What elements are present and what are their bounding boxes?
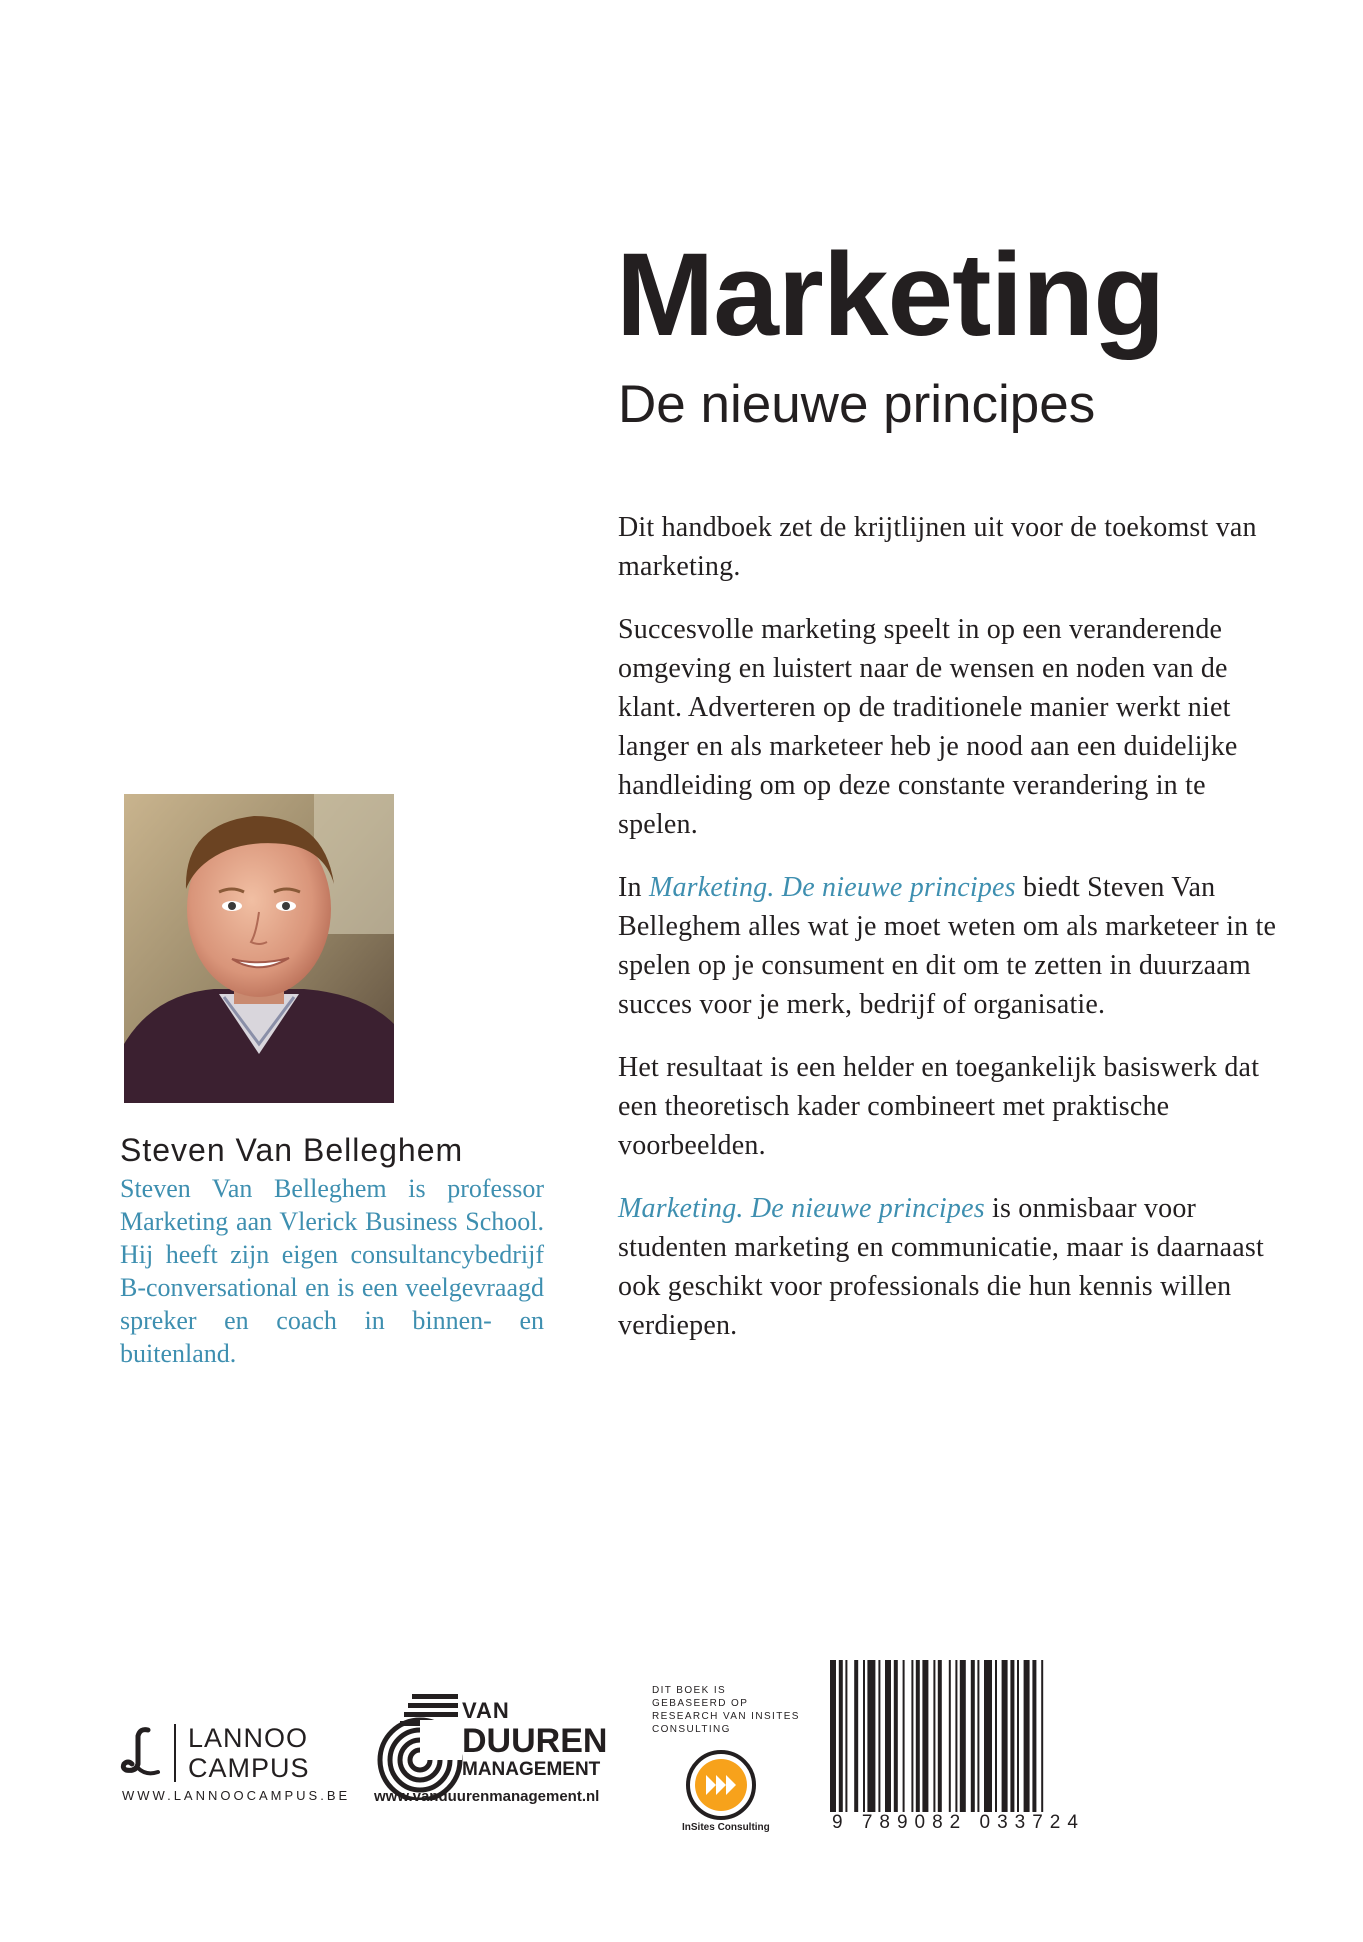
author-bio: Steven Van Belleghem is professor Marketing aan Vlerick Business School. Hij heeft zijn eigen consultancybedrijf B-conversational en is een veelgevraagd spreker en coach in binnen- en buitenland.	[120, 1174, 544, 1368]
vd-line-2: DUUREN	[462, 1722, 608, 1760]
blurb-paragraph-3-post: biedt Steven Van Belleghem alles wat je moet weten om als marketeer in te spelen op je consument en dit om te zetten in duurzaam succes voor je merk, bedrijf of organisatie.	[618, 872, 1277, 1020]
isbn-digits: 9 789082 033724	[832, 1812, 1085, 1833]
vd-line-3: MANAGEMENT	[462, 1759, 601, 1780]
lannoo-wordmark	[188, 1723, 310, 1783]
lannoo-line-2: CAMPUS	[188, 1753, 310, 1783]
blurb-paragraph-5-post: is onmisbaar voor studenten marketing en communicatie, maar is daarnaast ook geschikt voor professionals die hun kennis willen verdiepen.	[618, 1193, 1265, 1341]
van-duuren-wordmark	[462, 1700, 607, 1779]
blurb-paragraph-5	[618, 1189, 1278, 1345]
lannoo-divider	[174, 1724, 176, 1782]
lannoo-line-1: LANNOO	[188, 1723, 309, 1753]
insites-research-note: DIT BOEK IS GEBASEERD OP RESEARCH VAN INSITES CONSULTING	[652, 1685, 800, 1735]
blurb	[618, 508, 1278, 1369]
blurb-paragraph-2: Succesvolle marketing speelt in op een veranderende omgeving en luistert naar de wensen en noden van de klant. Adverteren op de traditionele manier werkt niet langer en als marketeer heb je nood aan een duidelijke handleiding om op deze constante verandering in te spelen.	[618, 614, 1238, 840]
book-title-reference: Marketing. De nieuwe principes	[618, 1193, 985, 1224]
insites-label: InSites Consulting	[682, 1822, 770, 1833]
book-title: Marketing	[616, 229, 1165, 361]
author-photo	[124, 794, 394, 1103]
blurb-paragraph-3	[618, 868, 1278, 1024]
book-title-reference: Marketing. De nieuwe principes	[648, 872, 1016, 903]
book-subtitle: De nieuwe principes	[618, 375, 1096, 434]
author-name: Steven Van Belleghem	[120, 1132, 464, 1168]
blurb-paragraph-1: Dit handboek zet de krijtlijnen uit voor de toekomst van marketing.	[618, 512, 1257, 582]
lannoo-mark-icon	[118, 1726, 162, 1780]
lannoo-url: WWW.LANNOOCAMPUS.BE	[122, 1788, 351, 1803]
van-duuren-url: www.vanduurenmanagement.nl	[374, 1788, 600, 1805]
lannoo-campus-logo	[118, 1722, 310, 1784]
blurb-paragraph-4: Het resultaat is een helder en toegankelijk basiswerk dat een theoretisch kader combineert met praktische voorbeelden.	[618, 1052, 1260, 1161]
insites-logo-icon	[686, 1750, 756, 1820]
vd-line-1: VAN	[462, 1698, 510, 1723]
barcode-icon	[830, 1660, 1084, 1830]
blurb-paragraph-3-pre: In	[618, 872, 649, 903]
